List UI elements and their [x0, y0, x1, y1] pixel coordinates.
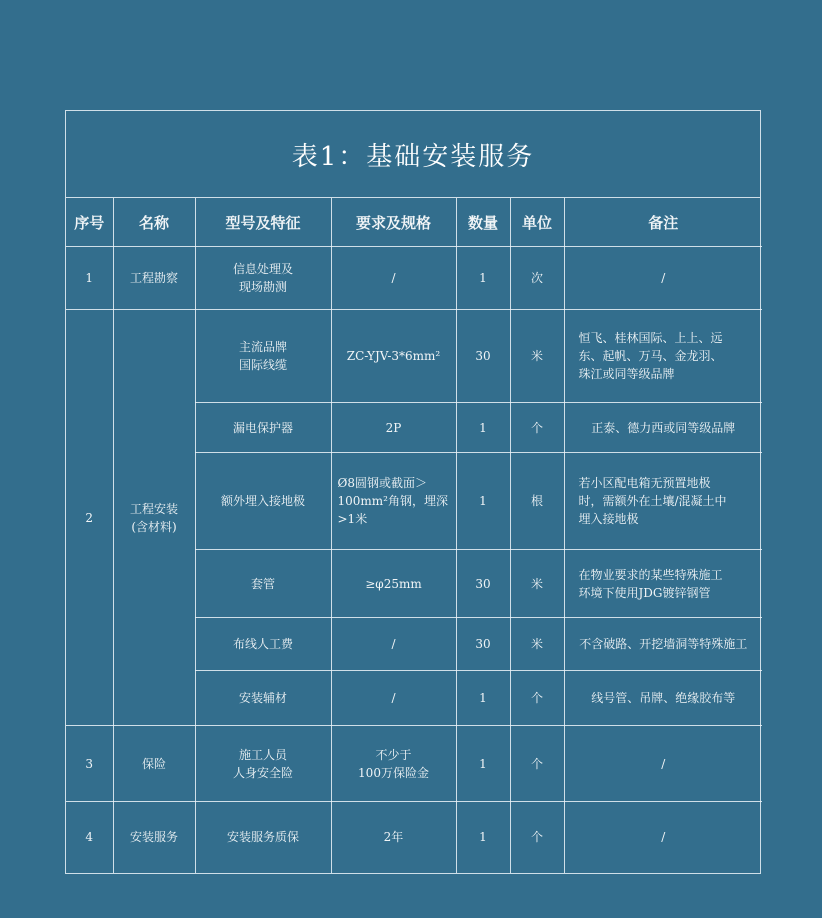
table-frame: [65, 110, 761, 874]
table-title: 表1：基础安装服务: [66, 111, 760, 198]
cell-quantity: 1: [456, 403, 510, 453]
cell-quantity: 1: [456, 453, 510, 550]
cell-quantity: 30: [456, 618, 510, 671]
cell-spec: ≥φ25mm: [331, 550, 456, 618]
cell-spec: 不少于 100万保险金: [331, 726, 456, 802]
cell-unit: 个: [510, 403, 564, 453]
header-unit: 单位: [510, 198, 564, 247]
cell-unit: 米: [510, 550, 564, 618]
cell-model: 信息处理及 现场勘测: [195, 247, 331, 310]
cell-name: 工程安装 (含材料): [113, 310, 195, 726]
cell-note: /: [564, 247, 762, 310]
cell-index: 3: [66, 726, 113, 802]
cell-index: 2: [66, 310, 113, 726]
cell-unit: 个: [510, 802, 564, 873]
cell-note: 若小区配电箱无预置地极 时，需额外在土壤/混凝土中 埋入接地极: [564, 453, 762, 550]
cell-quantity: 30: [456, 550, 510, 618]
cell-name: 保险: [113, 726, 195, 802]
header-row: [66, 198, 762, 247]
cell-model: 漏电保护器: [195, 403, 331, 453]
cell-spec: ZC-YJV-3*6mm²: [331, 310, 456, 403]
cell-quantity: 1: [456, 802, 510, 873]
cell-spec: /: [331, 618, 456, 671]
cell-model: 安装辅材: [195, 671, 331, 726]
cell-index: 4: [66, 802, 113, 873]
header-quantity: 数量: [456, 198, 510, 247]
header-index: 序号: [66, 198, 113, 247]
cell-note: /: [564, 802, 762, 873]
cell-unit: 个: [510, 671, 564, 726]
header-spec: 要求及规格: [331, 198, 456, 247]
table-row: [66, 310, 762, 403]
cell-note: 不含破路、开挖墙洞等特殊施工: [564, 618, 762, 671]
cell-name: 安装服务: [113, 802, 195, 873]
cell-spec: /: [331, 671, 456, 726]
cell-spec: 2年: [331, 802, 456, 873]
cell-note: /: [564, 726, 762, 802]
cell-unit: 根: [510, 453, 564, 550]
cell-note: 正泰、德力西或同等级品牌: [564, 403, 762, 453]
cell-unit: 个: [510, 726, 564, 802]
cell-unit: 米: [510, 618, 564, 671]
service-table: [66, 198, 762, 873]
cell-note: 在物业要求的某些特殊施工 环境下使用JDG镀锌钢管: [564, 550, 762, 618]
cell-spec: Ø8圆钢或截面＞ 100mm²角钢，埋深 >1米: [331, 453, 456, 550]
cell-unit: 米: [510, 310, 564, 403]
cell-note: 线号管、吊牌、绝缘胶布等: [564, 671, 762, 726]
header-name: 名称: [113, 198, 195, 247]
cell-quantity: 1: [456, 671, 510, 726]
table-row: [66, 802, 762, 873]
cell-spec: /: [331, 247, 456, 310]
header-note: 备注: [564, 198, 762, 247]
header-model: 型号及特征: [195, 198, 331, 247]
cell-model: 安装服务质保: [195, 802, 331, 873]
cell-model: 主流品牌 国际线缆: [195, 310, 331, 403]
cell-quantity: 1: [456, 726, 510, 802]
cell-model: 布线人工费: [195, 618, 331, 671]
cell-model: 额外埋入接地极: [195, 453, 331, 550]
cell-note: 恒飞、桂林国际、上上、远 东、起帆、万马、金龙羽、 珠江或同等级品牌: [564, 310, 762, 403]
cell-quantity: 30: [456, 310, 510, 403]
cell-model: 施工人员 人身安全险: [195, 726, 331, 802]
cell-name: 工程勘察: [113, 247, 195, 310]
table-row: [66, 726, 762, 802]
cell-model: 套管: [195, 550, 331, 618]
table-row: [66, 247, 762, 310]
cell-spec: 2P: [331, 403, 456, 453]
cell-quantity: 1: [456, 247, 510, 310]
cell-unit: 次: [510, 247, 564, 310]
cell-index: 1: [66, 247, 113, 310]
